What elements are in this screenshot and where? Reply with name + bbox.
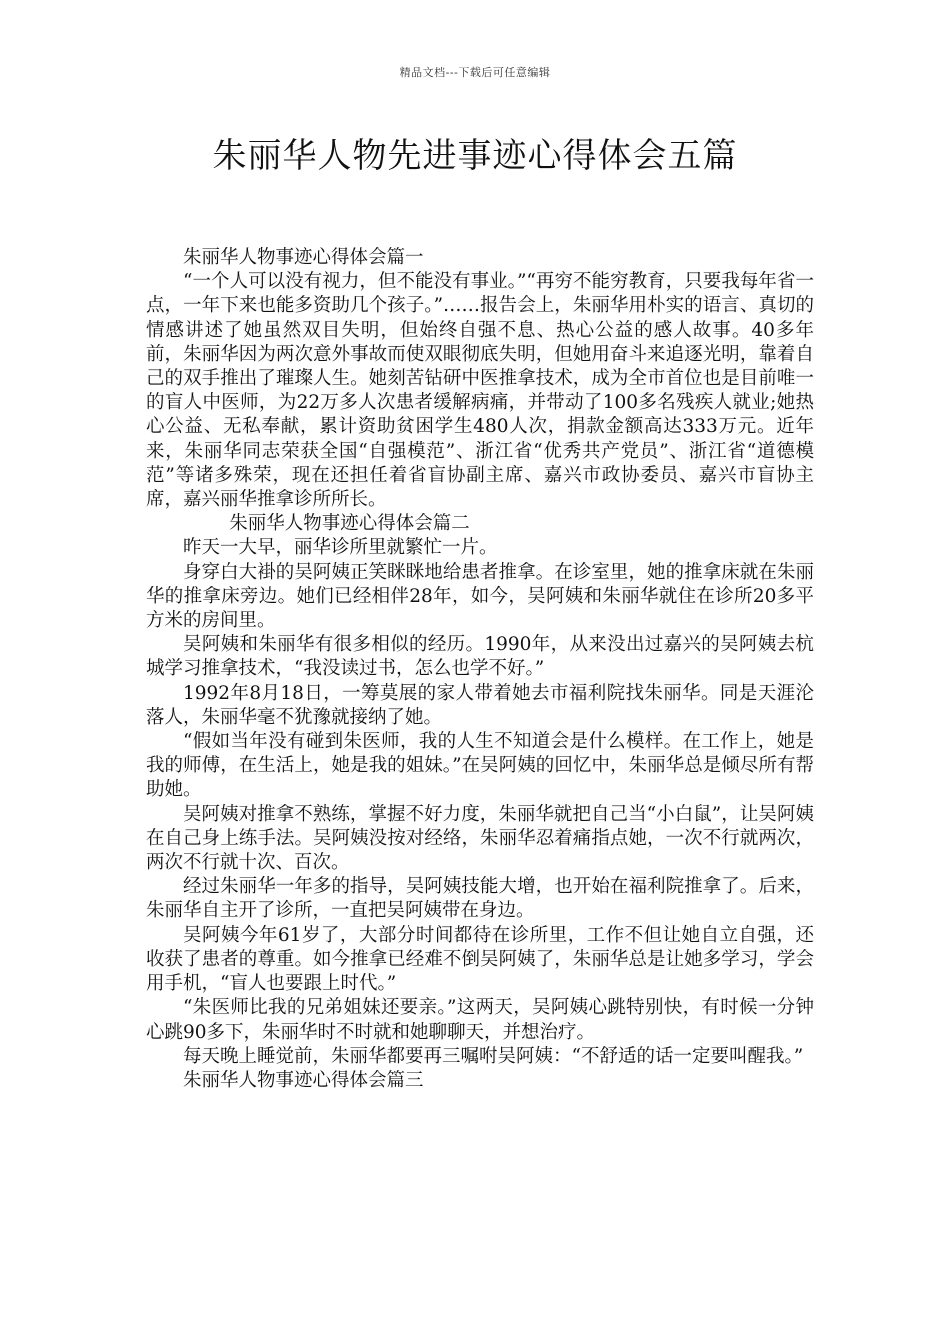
paragraph: “一个人可以没有视力，但不能没有事业。”“再穷不能穷教育，只要我每年省一点，一年下来也能多资助几个孩子。”……报告会上，朱丽华用朴实的语言、真切的情感讲述了她虽然双目失明，但始终自强不息、热心公益的感人故事。40多年前，朱丽华因为两次意外事故而使双眼彻底失明，但她用奋斗来追逐光明，靠着自己的双手推出了璀璨人生。她刻苦钻研中医推拿技术，成为全市首位也是目前唯一的盲人中医师，为22万多人次患者缓解病痛，并带动了100多名残疾人就业;她热心公益、无私奉献，累计资助贫困学生480人次，捐款金额高达333万元。近年来，朱丽华同志荣获全国“自强模范”、浙江省“优秀共产党员”、浙江省“道德模范”等诸多殊荣，现在还担任着省盲协副主席、嘉兴市政协委员、嘉兴市盲协主席，嘉兴丽华推拿诊所所长。 [146, 271, 814, 511]
paragraph: 吴阿姨和朱丽华有很多相似的经历。1990年，从来没出过嘉兴的吴阿姨去杭城学习推拿技术，“我没读过书，怎么也学不好。” [146, 634, 814, 680]
document-title: 朱丽华人物先进事迹心得体会五篇 [212, 136, 738, 176]
paragraph: 经过朱丽华一年多的指导，吴阿姨技能大增，也开始在福利院推拿了。后来，朱丽华自主开了诊所，一直把吴阿姨带在身边。 [146, 876, 814, 922]
document-body [146, 246, 814, 1093]
paragraph: “朱医师比我的兄弟姐妹还要亲。”这两天，吴阿姨心跳特别快，有时候一分钟心跳90多下，朱丽华时不时就和她聊聊天，并想治疗。 [146, 997, 814, 1043]
paragraph: 每天晚上睡觉前，朱丽华都要再三嘱咐吴阿姨：“不舒适的话一定要叫醒我。” [183, 1045, 804, 1067]
paragraph: 身穿白大褂的吴阿姨正笑眯眯地给患者推拿。在诊室里，她的推拿床就在朱丽华的推拿床旁边。她们已经相伴28年，如今，吴阿姨和朱丽华就住在诊所20多平方米的房间里。 [146, 561, 814, 632]
section-heading-1: 朱丽华人物事迹心得体会篇一 [183, 247, 424, 268]
paragraph: 吴阿姨今年61岁了，大部分时间都待在诊所里，工作不但让她自立自强，还收获了患者的尊重。如今推拿已经难不倒吴阿姨了，朱丽华总是让她多学习，学会用手机，“盲人也要跟上时代。” [146, 924, 814, 995]
paragraph: 1992年8月18日，一筹莫展的家人带着她去市福利院找朱丽华。同是天涯沦落人，朱丽华毫不犹豫就接纳了她。 [146, 682, 814, 728]
section-heading-2: 朱丽华人物事迹心得体会篇二 [229, 513, 470, 535]
paragraph: 昨天一大早，丽华诊所里就繁忙一片。 [183, 537, 498, 559]
section-heading-3: 朱丽华人物事迹心得体会篇三 [183, 1069, 424, 1091]
paragraph: “假如当年没有碰到朱医师，我的人生不知道会是什么模样。在工作上，她是我的师傅，在生活上，她是我的姐妹。”在吴阿姨的回忆中，朱丽华总是倾尽所有帮助她。 [146, 731, 814, 801]
paragraph: 吴阿姨对推拿不熟练，掌握不好力度，朱丽华就把自己当“小白鼠”，让吴阿姨在自己身上练手法。吴阿姨没按对经络，朱丽华忍着痛指点她，一次不行就两次，两次不行就十次、百次。 [146, 803, 814, 874]
header-note: 精品文档---下载后可任意编辑 [399, 66, 551, 79]
